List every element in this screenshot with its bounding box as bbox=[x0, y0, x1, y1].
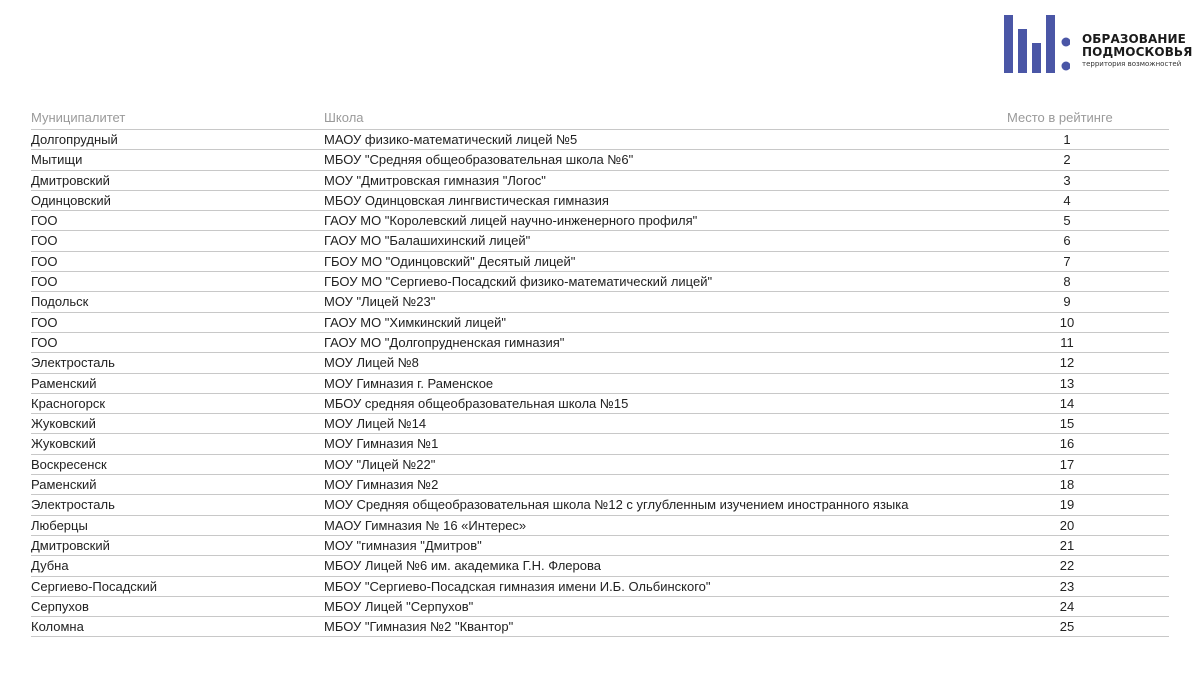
cell-municipality: Дубна bbox=[31, 558, 69, 574]
table-row bbox=[31, 374, 1169, 394]
cell-school: ГАОУ МО "Балашихинский лицей" bbox=[324, 233, 531, 249]
table-row bbox=[31, 353, 1169, 373]
cell-municipality: Жуковский bbox=[31, 416, 96, 432]
cell-school: МАОУ физико-математический лицей №5 bbox=[324, 132, 578, 147]
cell-school: МОУ Гимназия №2 bbox=[324, 477, 439, 493]
cell-rank: 9 bbox=[1063, 294, 1071, 310]
cell-municipality: Долгопрудный bbox=[31, 132, 118, 147]
header-school: Школа bbox=[324, 110, 364, 125]
cell-school: МАОУ Гимназия № 16 «Интерес» bbox=[324, 517, 527, 533]
cell-rank: 1 bbox=[1063, 132, 1071, 147]
cell-rank: 19 bbox=[1059, 497, 1075, 513]
cell-rank: 7 bbox=[1063, 253, 1071, 269]
cell-rank: 20 bbox=[1059, 517, 1075, 533]
rating-table bbox=[31, 108, 1169, 637]
table-row bbox=[31, 191, 1169, 211]
cell-school: МБОУ "Гимназия №2 "Квантор" bbox=[324, 619, 514, 635]
cell-municipality: Дмитровский bbox=[31, 537, 110, 553]
cell-rank: 14 bbox=[1059, 395, 1075, 411]
cell-municipality: Дмитровский bbox=[31, 172, 110, 188]
cell-rank: 17 bbox=[1059, 456, 1075, 472]
table-row bbox=[31, 130, 1169, 150]
cell-rank: 12 bbox=[1059, 355, 1075, 371]
cell-school: ГАОУ МО "Химкинский лицей" bbox=[324, 314, 506, 330]
cell-rank: 8 bbox=[1063, 274, 1071, 290]
cell-school: ГАОУ МО "Королевский лицей научно-инженерного профиля" bbox=[324, 213, 698, 229]
logo bbox=[1004, 15, 1194, 73]
table-row bbox=[31, 414, 1169, 434]
cell-municipality: ГОО bbox=[31, 334, 58, 350]
cell-rank: 3 bbox=[1063, 172, 1071, 188]
cell-municipality: Подольск bbox=[31, 294, 89, 310]
table-row bbox=[31, 577, 1169, 597]
table-row bbox=[31, 313, 1169, 333]
cell-school: МОУ "Дмитровская гимназия "Логос" bbox=[324, 172, 546, 188]
cell-municipality: Раменский bbox=[31, 375, 97, 391]
table-row bbox=[31, 455, 1169, 475]
cell-rank: 2 bbox=[1063, 152, 1071, 168]
cell-municipality: Воскресенск bbox=[31, 456, 107, 472]
table-row bbox=[31, 516, 1169, 536]
cell-rank: 23 bbox=[1059, 578, 1075, 594]
table-row bbox=[31, 252, 1169, 272]
cell-municipality: Коломна bbox=[31, 619, 84, 635]
cell-school: МБОУ "Средняя общеобразовательная школа №6" bbox=[324, 152, 634, 168]
table-row bbox=[31, 292, 1169, 312]
cell-municipality: Одинцовский bbox=[31, 192, 111, 208]
cell-school: МОУ "гимназия "Дмитров" bbox=[324, 537, 482, 553]
cell-municipality: Красногорск bbox=[31, 395, 106, 411]
table-row bbox=[31, 231, 1169, 251]
cell-school: МОУ "Лицей №23" bbox=[324, 294, 436, 310]
cell-school: МБОУ "Сергиево-Посадская гимназия имени И.Б. Ольбинского" bbox=[324, 578, 711, 594]
cell-school: МОУ Гимназия г. Раменское bbox=[324, 375, 494, 391]
cell-municipality: ГОО bbox=[31, 253, 58, 269]
cell-rank: 16 bbox=[1059, 436, 1075, 452]
table-row bbox=[31, 495, 1169, 515]
cell-rank: 6 bbox=[1063, 233, 1071, 249]
table-row bbox=[31, 536, 1169, 556]
cell-municipality: Электросталь bbox=[31, 355, 115, 371]
table-row bbox=[31, 597, 1169, 617]
cell-school: МБОУ Лицей "Серпухов" bbox=[324, 598, 474, 614]
cell-rank: 15 bbox=[1059, 416, 1075, 432]
cell-municipality: ГОО bbox=[31, 314, 58, 330]
table-row bbox=[31, 434, 1169, 454]
cell-school: МОУ Средняя общеобразовательная школа №12 с углубленным изучением иностранного языка bbox=[324, 497, 909, 513]
cell-rank: 25 bbox=[1059, 619, 1075, 635]
cell-rank: 18 bbox=[1059, 477, 1075, 493]
cell-municipality: Люберцы bbox=[31, 517, 88, 533]
cell-school: МОУ Лицей №14 bbox=[324, 416, 427, 432]
cell-school: МОУ "Лицей №22" bbox=[324, 456, 436, 472]
logo-bars-icon bbox=[1004, 15, 1070, 73]
table-row bbox=[31, 171, 1169, 191]
cell-school: МОУ Лицей №8 bbox=[324, 355, 419, 371]
table-header-row bbox=[31, 108, 1169, 130]
cell-municipality: ГОО bbox=[31, 213, 58, 229]
cell-municipality: Раменский bbox=[31, 477, 97, 493]
cell-rank: 24 bbox=[1059, 598, 1075, 614]
cell-school: ГБОУ МО "Сергиево-Посадский физико-математический лицей" bbox=[324, 274, 713, 290]
cell-municipality: Электросталь bbox=[31, 497, 115, 513]
cell-municipality: Серпухов bbox=[31, 598, 89, 614]
cell-municipality: ГОО bbox=[31, 274, 58, 290]
header-municipality: Муниципалитет bbox=[31, 110, 126, 125]
logo-title-line1: ОБРАЗОВАНИЕ bbox=[1082, 32, 1186, 46]
cell-school: ГАОУ МО "Долгопрудненская гимназия" bbox=[324, 334, 565, 350]
cell-municipality: Жуковский bbox=[31, 436, 96, 452]
logo-text bbox=[1082, 33, 1200, 69]
cell-rank: 10 bbox=[1059, 314, 1075, 330]
cell-school: МБОУ Лицей №6 им. академика Г.Н. Флерова bbox=[324, 558, 601, 574]
table-row bbox=[31, 150, 1169, 170]
table-row bbox=[31, 333, 1169, 353]
table-row bbox=[31, 394, 1169, 414]
table-row bbox=[31, 475, 1169, 495]
table-row bbox=[31, 617, 1169, 637]
cell-municipality: Сергиево-Посадский bbox=[31, 578, 158, 594]
cell-rank: 21 bbox=[1059, 537, 1075, 553]
table-row bbox=[31, 211, 1169, 231]
cell-rank: 22 bbox=[1059, 558, 1075, 574]
cell-school: МОУ Гимназия №1 bbox=[324, 436, 439, 452]
logo-title-line2: ПОДМОСКОВЬЯ bbox=[1082, 45, 1193, 59]
logo-tagline: территория возможностей bbox=[1082, 60, 1182, 68]
cell-school: МБОУ средняя общеобразовательная школа №15 bbox=[324, 395, 629, 411]
cell-rank: 5 bbox=[1063, 213, 1071, 229]
cell-school: ГБОУ МО "Одинцовский" Десятый лицей" bbox=[324, 253, 576, 269]
cell-rank: 11 bbox=[1060, 334, 1074, 350]
cell-municipality: Мытищи bbox=[31, 152, 83, 168]
table-row bbox=[31, 556, 1169, 576]
cell-school: МБОУ Одинцовская лингвистическая гимназия bbox=[324, 192, 609, 208]
table-row bbox=[31, 272, 1169, 292]
cell-municipality: ГОО bbox=[31, 233, 58, 249]
cell-rank: 4 bbox=[1063, 192, 1071, 208]
header-rank: Место в рейтинге bbox=[1007, 110, 1113, 125]
cell-rank: 13 bbox=[1059, 375, 1075, 391]
